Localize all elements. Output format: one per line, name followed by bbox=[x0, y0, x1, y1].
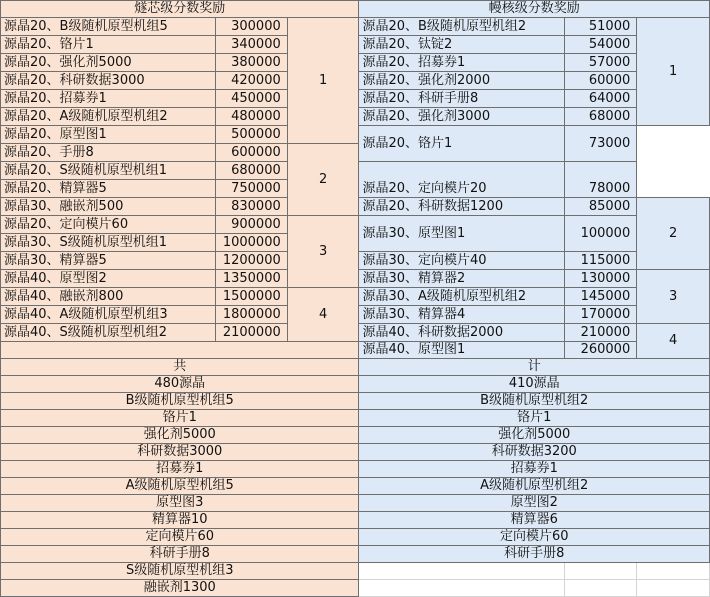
right-total-item[interactable]: 410源晶 bbox=[359, 376, 710, 393]
left-score-cell[interactable]: 500000 bbox=[215, 126, 287, 144]
right-score-cell[interactable]: 68000 bbox=[565, 108, 637, 126]
right-reward-cell[interactable]: 源晶30、A级随机原型机组2 bbox=[359, 288, 565, 306]
right-total-item[interactable]: A级随机原型机组2 bbox=[359, 478, 710, 495]
right-reward-cell[interactable]: 源晶20、定向模片20 bbox=[359, 162, 565, 198]
right-group-cell[interactable]: 2 bbox=[637, 198, 710, 270]
left-reward-cell[interactable]: 源晶20、铬片1 bbox=[1, 36, 216, 54]
right-reward-cell[interactable]: 源晶20、科研手册8 bbox=[359, 90, 565, 108]
right-score-cell[interactable]: 54000 bbox=[565, 36, 637, 54]
left-total-item[interactable]: 480源晶 bbox=[1, 376, 359, 393]
empty-cell[interactable] bbox=[565, 563, 637, 580]
left-score-cell[interactable]: 830000 bbox=[215, 198, 287, 216]
left-score-cell[interactable]: 480000 bbox=[215, 108, 287, 126]
left-reward-cell[interactable]: 源晶40、S级随机原型机组2 bbox=[1, 324, 216, 342]
right-score-cell[interactable]: 145000 bbox=[565, 288, 637, 306]
left-score-cell[interactable]: 1350000 bbox=[215, 270, 287, 288]
right-reward-cell[interactable]: 源晶40、原型图1 bbox=[359, 342, 565, 359]
left-group-cell[interactable]: 2 bbox=[287, 144, 359, 216]
right-total-item[interactable]: 铬片1 bbox=[359, 410, 710, 427]
right-score-cell[interactable]: 210000 bbox=[565, 324, 637, 342]
left-filler-cell[interactable] bbox=[1, 342, 359, 359]
left-total-item[interactable]: A级随机原型机组5 bbox=[1, 478, 359, 495]
right-total-item[interactable]: 强化剂5000 bbox=[359, 427, 710, 444]
left-total-item[interactable]: 强化剂5000 bbox=[1, 427, 359, 444]
right-score-cell[interactable]: 60000 bbox=[565, 72, 637, 90]
left-score-cell[interactable]: 300000 bbox=[215, 18, 287, 36]
left-group-cell[interactable]: 1 bbox=[287, 18, 359, 144]
left-reward-cell[interactable]: 源晶30、精算器5 bbox=[1, 252, 216, 270]
left-score-cell[interactable]: 1000000 bbox=[215, 234, 287, 252]
right-total-item[interactable]: 原型图2 bbox=[359, 495, 710, 512]
right-score-cell[interactable]: 130000 bbox=[565, 270, 637, 288]
right-score-cell[interactable]: 78000 bbox=[565, 162, 637, 198]
empty-cell[interactable] bbox=[359, 563, 565, 580]
left-total-item[interactable]: 铬片1 bbox=[1, 410, 359, 427]
right-reward-cell[interactable]: 源晶40、科研数据2000 bbox=[359, 324, 565, 342]
left-score-cell[interactable]: 420000 bbox=[215, 72, 287, 90]
right-group-cell[interactable]: 1 bbox=[637, 18, 710, 126]
right-reward-cell[interactable]: 源晶30、精算器4 bbox=[359, 306, 565, 324]
right-total-item[interactable]: 科研数据3200 bbox=[359, 444, 710, 461]
right-total-item[interactable]: 精算器6 bbox=[359, 512, 710, 529]
left-total-item[interactable]: 原型图3 bbox=[1, 495, 359, 512]
right-score-cell[interactable]: 57000 bbox=[565, 54, 637, 72]
left-reward-cell[interactable]: 源晶40、融嵌剂800 bbox=[1, 288, 216, 306]
left-reward-cell[interactable]: 源晶30、融嵌剂500 bbox=[1, 198, 216, 216]
right-score-cell[interactable]: 85000 bbox=[565, 198, 637, 216]
left-score-cell[interactable]: 1500000 bbox=[215, 288, 287, 306]
left-total-item[interactable]: 科研数据3000 bbox=[1, 444, 359, 461]
left-score-cell[interactable]: 750000 bbox=[215, 180, 287, 198]
right-score-cell[interactable]: 170000 bbox=[565, 306, 637, 324]
left-reward-cell[interactable]: 源晶40、原型图2 bbox=[1, 270, 216, 288]
right-reward-cell[interactable]: 源晶20、铬片1 bbox=[359, 126, 565, 162]
left-score-cell[interactable]: 340000 bbox=[215, 36, 287, 54]
left-reward-cell[interactable]: 源晶20、B级随机原型机组5 bbox=[1, 18, 216, 36]
left-score-cell[interactable]: 600000 bbox=[215, 144, 287, 162]
left-section-title[interactable]: 燧芯级分数奖励 bbox=[1, 1, 359, 18]
right-score-cell[interactable]: 64000 bbox=[565, 90, 637, 108]
right-total-item[interactable]: 科研手册8 bbox=[359, 546, 710, 563]
left-score-cell[interactable]: 1800000 bbox=[215, 306, 287, 324]
left-total-item[interactable]: 招募券1 bbox=[1, 461, 359, 478]
left-total-label[interactable]: 共 bbox=[1, 359, 359, 376]
empty-cell[interactable] bbox=[637, 563, 710, 580]
left-reward-cell[interactable]: 源晶20、原型图1 bbox=[1, 126, 216, 144]
left-reward-cell[interactable]: 源晶40、A级随机原型机组3 bbox=[1, 306, 216, 324]
right-section-title[interactable]: 幔核级分数奖励 bbox=[359, 1, 710, 18]
right-score-cell[interactable]: 100000 bbox=[565, 216, 637, 252]
left-total-item[interactable]: 科研手册8 bbox=[1, 546, 359, 563]
right-reward-cell[interactable]: 源晶20、强化剂2000 bbox=[359, 72, 565, 90]
left-score-cell[interactable]: 680000 bbox=[215, 162, 287, 180]
left-reward-cell[interactable]: 源晶30、S级随机原型机组1 bbox=[1, 234, 216, 252]
left-score-cell[interactable]: 380000 bbox=[215, 54, 287, 72]
right-score-cell[interactable]: 115000 bbox=[565, 252, 637, 270]
right-group-cell[interactable]: 4 bbox=[637, 324, 710, 359]
left-reward-cell[interactable]: 源晶20、A级随机原型机组2 bbox=[1, 108, 216, 126]
right-total-label[interactable]: 计 bbox=[359, 359, 710, 376]
right-score-cell[interactable]: 73000 bbox=[565, 126, 637, 162]
left-total-item[interactable]: 融嵌剂1300 bbox=[1, 580, 359, 597]
right-reward-cell[interactable]: 源晶30、定向模片40 bbox=[359, 252, 565, 270]
right-reward-cell[interactable]: 源晶20、科研数据1200 bbox=[359, 198, 565, 216]
right-total-item[interactable]: B级随机原型机组2 bbox=[359, 393, 710, 410]
right-reward-cell[interactable]: 源晶30、原型图1 bbox=[359, 216, 565, 252]
left-reward-cell[interactable]: 源晶20、强化剂5000 bbox=[1, 54, 216, 72]
left-total-item[interactable]: 精算器10 bbox=[1, 512, 359, 529]
right-reward-cell[interactable]: 源晶20、强化剂3000 bbox=[359, 108, 565, 126]
right-total-item[interactable]: 定向模片60 bbox=[359, 529, 710, 546]
left-group-cell[interactable]: 3 bbox=[287, 216, 359, 288]
left-score-cell[interactable]: 1200000 bbox=[215, 252, 287, 270]
right-reward-cell[interactable]: 源晶30、精算器2 bbox=[359, 270, 565, 288]
right-score-cell[interactable]: 51000 bbox=[565, 18, 637, 36]
right-score-cell[interactable]: 260000 bbox=[565, 342, 637, 359]
right-total-item[interactable]: 招募券1 bbox=[359, 461, 710, 478]
left-reward-cell[interactable]: 源晶20、精算器5 bbox=[1, 180, 216, 198]
right-reward-cell[interactable]: 源晶20、钛锭2 bbox=[359, 36, 565, 54]
left-reward-cell[interactable]: 源晶20、S级随机原型机组1 bbox=[1, 162, 216, 180]
right-reward-cell[interactable]: 源晶20、招募券1 bbox=[359, 54, 565, 72]
left-total-item[interactable]: S级随机原型机组3 bbox=[1, 563, 359, 580]
left-score-cell[interactable]: 2100000 bbox=[215, 324, 287, 342]
left-total-item[interactable]: B级随机原型机组5 bbox=[1, 393, 359, 410]
left-group-cell[interactable]: 4 bbox=[287, 288, 359, 342]
left-reward-cell[interactable]: 源晶20、科研数据3000 bbox=[1, 72, 216, 90]
left-score-cell[interactable]: 450000 bbox=[215, 90, 287, 108]
left-score-cell[interactable]: 900000 bbox=[215, 216, 287, 234]
left-reward-cell[interactable]: 源晶20、定向模片60 bbox=[1, 216, 216, 234]
right-group-cell[interactable]: 3 bbox=[637, 270, 710, 324]
left-reward-cell[interactable]: 源晶20、手册8 bbox=[1, 144, 216, 162]
right-reward-cell[interactable]: 源晶20、B级随机原型机组2 bbox=[359, 18, 565, 36]
left-total-item[interactable]: 定向模片60 bbox=[1, 529, 359, 546]
left-reward-cell[interactable]: 源晶20、招募券1 bbox=[1, 90, 216, 108]
